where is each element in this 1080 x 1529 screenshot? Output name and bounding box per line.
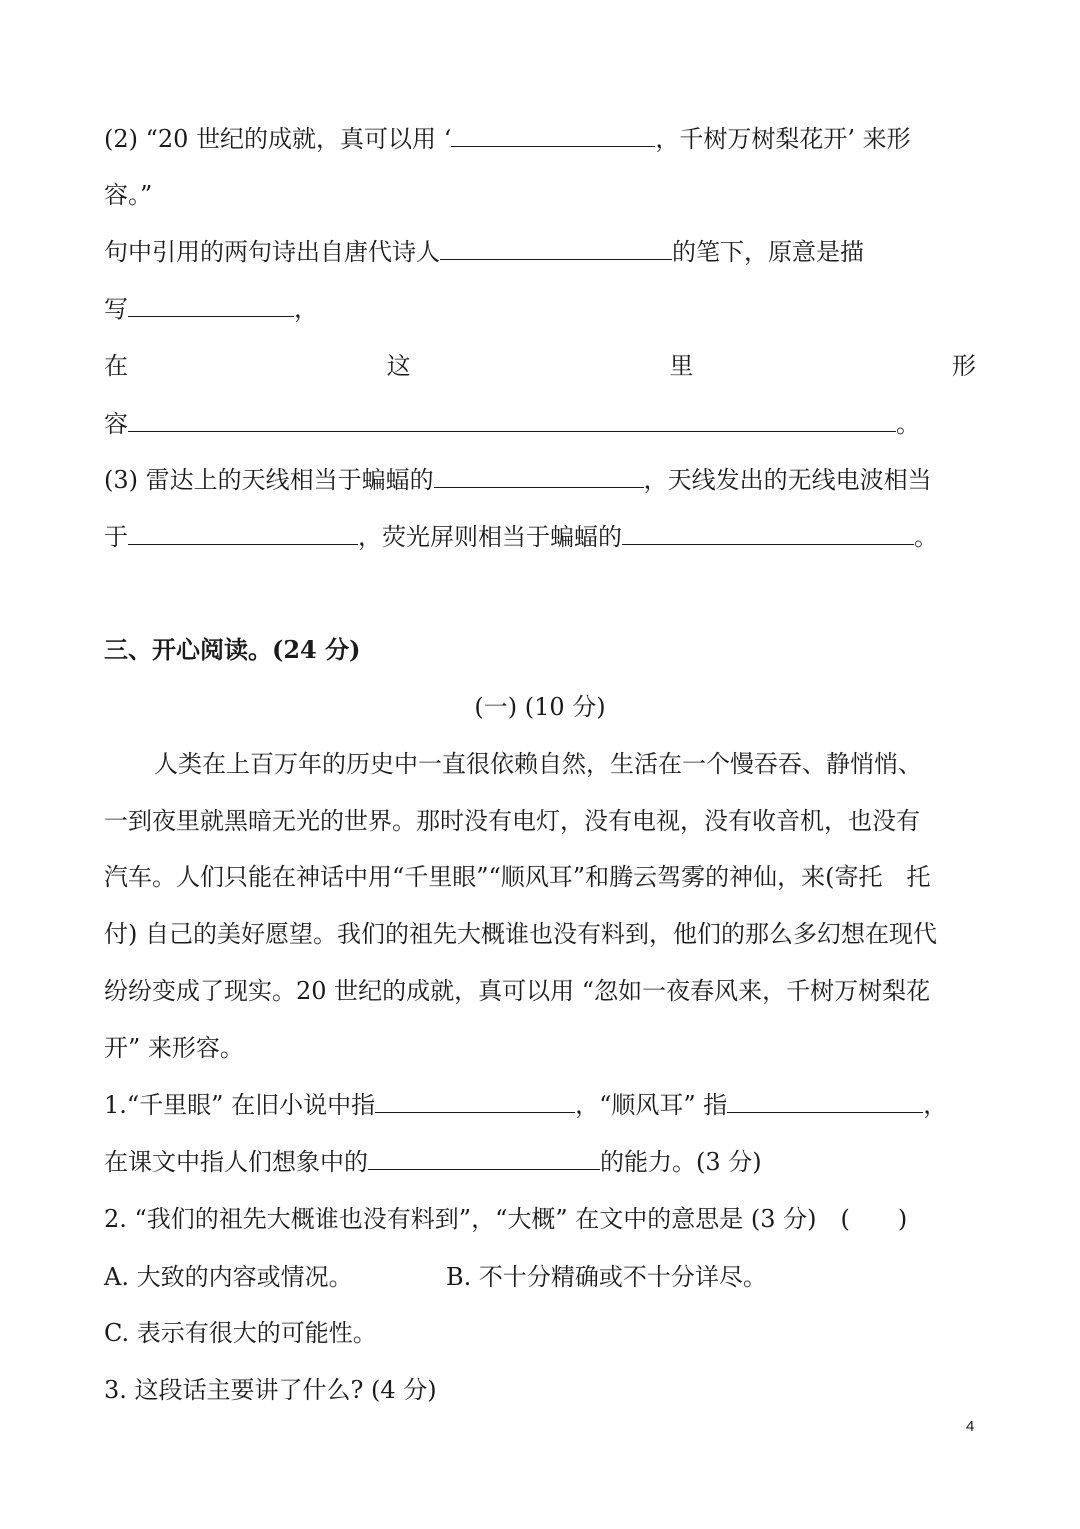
q2-text: 。 xyxy=(896,410,920,438)
q2-line-4 xyxy=(104,292,318,326)
spread-word: 里 xyxy=(669,352,694,380)
q2-text: ，千树万树梨花开’ 来形 xyxy=(655,125,911,153)
q2-text: (2) “20 世纪的成就，真可以用 ‘ xyxy=(104,125,452,153)
answer-blank[interactable] xyxy=(128,292,294,317)
q2-line-1 xyxy=(104,122,911,156)
question-text: 1.“千里眼” 在旧小说中指 xyxy=(104,1091,376,1119)
passage-line: 开” 来形容。 xyxy=(104,1034,244,1062)
spread-word: 这 xyxy=(386,352,411,380)
question-text: ， xyxy=(923,1091,948,1119)
q2-line-2: 容。” xyxy=(104,181,153,209)
passage-line: 人类在上百万年的历史中一直很依赖自然，生活在一个慢吞吞、静悄悄、 xyxy=(154,750,922,778)
answer-blank[interactable] xyxy=(434,463,644,488)
q3-text: 。 xyxy=(914,523,938,551)
option-b[interactable]: B. 不十分精确或不十分详尽。 xyxy=(446,1263,767,1291)
q3-text: ，荧光屏则相当于蝙蝠的 xyxy=(358,523,622,551)
passage-line: 付) 自己的美好愿望。我们的祖先大概谁也没有料到，他们的那么多幻想在现代 xyxy=(104,920,937,948)
question-3: 3. 这段话主要讲了什么? (4 分) xyxy=(104,1376,437,1404)
q2-text: ， xyxy=(294,295,318,323)
question-text: 在课文中指人们想象中的 xyxy=(104,1148,368,1176)
question-2: 2. “我们的祖先大概谁也没有料到”，“大概” 在文中的意思是 (3 分) ( ) xyxy=(104,1205,908,1233)
q2-text: 的笔下，原意是描 xyxy=(672,238,864,266)
answer-blank[interactable] xyxy=(440,235,672,260)
question-1-line-1 xyxy=(104,1088,947,1122)
answer-blank[interactable] xyxy=(727,1088,923,1113)
spread-word: 形 xyxy=(951,352,976,380)
spread-word: 在 xyxy=(104,352,128,380)
passage-line: 一到夜里就黑暗无光的世界。那时没有电灯，没有电视，没有收音机，也没有 xyxy=(104,807,920,835)
q2-text: 写 xyxy=(104,295,128,323)
q3-text: (3) 雷达上的天线相当于蝙蝠的 xyxy=(104,466,434,494)
option-a[interactable]: A. 大致的内容或情况。 xyxy=(104,1263,353,1291)
q3-text: ，天线发出的无线电波相当 xyxy=(643,466,932,494)
question-text: ，“顺风耳” 指 xyxy=(575,1091,728,1119)
passage-line: 汽车。人们只能在神话中用“千里眼”“顺风耳”和腾云驾雾的神仙，来(寄托 托 xyxy=(104,863,931,891)
page-number: 4 xyxy=(966,1418,975,1435)
q2-text: 容 xyxy=(104,410,128,438)
question-1-line-2 xyxy=(104,1145,762,1179)
subsection-heading: (一) (10 分) xyxy=(474,693,606,721)
answer-blank[interactable] xyxy=(375,1088,575,1113)
section-heading: 三、开心阅读。(24 分) xyxy=(104,635,361,664)
q2-line-5 xyxy=(104,349,976,383)
answer-blank[interactable] xyxy=(368,1145,600,1170)
q2-text: 句中引用的两句诗出自唐代诗人 xyxy=(104,238,440,266)
answer-blank[interactable] xyxy=(451,122,655,147)
q3-line-1 xyxy=(104,463,932,497)
q2-line-3 xyxy=(104,235,864,269)
answer-blank[interactable] xyxy=(622,520,914,545)
option-c[interactable]: C. 表示有很大的可能性。 xyxy=(104,1319,377,1347)
answer-blank[interactable] xyxy=(128,520,358,545)
question-text: 的能力。(3 分) xyxy=(600,1148,762,1176)
q3-text: 于 xyxy=(104,523,128,551)
q2-line-6 xyxy=(104,407,920,441)
passage-line: 纷纷变成了现实。20 世纪的成就，真可以用 “忽如一夜春风来，千树万树梨花 xyxy=(104,977,931,1005)
q3-line-2 xyxy=(104,520,938,554)
answer-blank[interactable] xyxy=(128,407,896,432)
